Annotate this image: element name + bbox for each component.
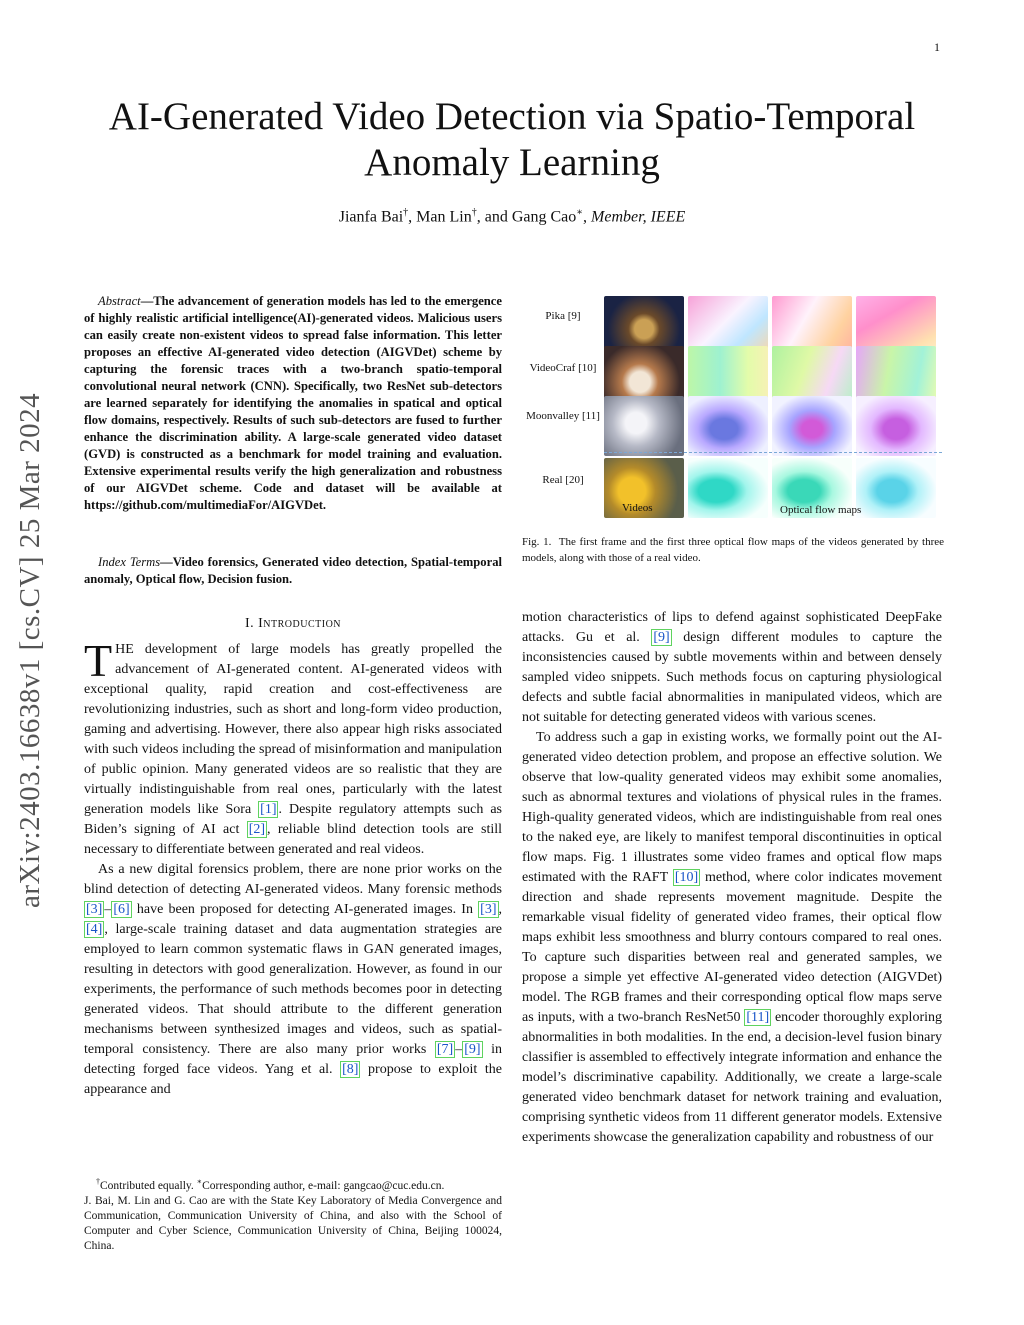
author-3: and Gang Cao	[484, 208, 577, 226]
citation-link[interactable]: [3]	[86, 902, 103, 917]
footnote-text: Corresponding author, e-mail: gangcao@cuc.edu.cn.	[202, 1179, 445, 1192]
citation-link[interactable]: [9]	[464, 1042, 481, 1057]
citation-link[interactable]: [8]	[342, 1062, 359, 1077]
citation-link[interactable]: [3]	[480, 902, 497, 917]
row-label-pika: Pika [9]	[545, 310, 581, 322]
right-column-text	[522, 608, 942, 1148]
arxiv-identifier: arXiv:2403.16638v1 [cs.CV] 25 Mar 2024	[14, 392, 46, 908]
abstract	[84, 293, 502, 514]
author-list: Jianfa Bai†, Man Lin†, and Gang Cao∗, Member, IEEE	[338, 207, 686, 226]
intro-text: HE development of large models has greatly propelled the advancement of AI-generated content. AI-generated videos with exceptional quality, rapid creation and cost-effectiveness are revolutionizing industries, such as short and long-form video production, gaming and advertising. However, there also appear high risks associated with such videos including the spread of misinformation and manipulation of public opinion. Many generated videos are so realistic that they are virtually indistinguishable from real ones, particularly with the latest generation models like Sora	[84, 642, 502, 817]
row-label-videocraf: VideoCraf [10]	[529, 362, 597, 374]
body-text: To address such a gap in existing works, we formally point out the AI-generated video detection problem, and propose an effective solution. We observe that low-quality generated videos may exhibit some anomalies, such as abnormal textures and violations of physical rules in the frames. High-quality generated videos, which are indistinguishable from real ones to the naked eye, are likely to manifest temporal discontinuities in optical flow maps. Fig. 1 illustrates some video frames and optical flow maps estimated with the RAFT	[522, 730, 942, 885]
intro-text: ,	[498, 902, 502, 917]
paper-title	[60, 94, 964, 186]
intro-text: , large-scale training dataset and data augmentation strategies are employed to learn common systematic flaws in GAN generated images, resulting in detectors with good generalization. However, as found in our experiments, the performance of such methods becomes poor in detecting generated videos. That should attribute to the different generation mechanisms between synthesized images and videos, such as spatial-temporal consistency. There are also many prior works	[84, 922, 502, 1057]
citation-link[interactable]: [4]	[86, 922, 103, 937]
intro-text: , reliable blind detection tools are still necessary to differentiate between generated and real videos.	[84, 822, 502, 857]
drop-cap: T	[84, 635, 113, 686]
flow-map-real-1	[688, 458, 768, 518]
flow-map-moonvalley-3	[856, 396, 936, 456]
section-title: Introduction	[258, 616, 342, 631]
citation-link[interactable]: [1]	[260, 802, 277, 817]
section-number: I.	[244, 616, 255, 631]
dashed-separator	[604, 452, 942, 453]
body-text: motion characteristics of lips to defend against sophisticated DeepFake attacks. Gu et al.	[522, 610, 942, 645]
body-text: design different modules to capture the inconsistencies caused by subtle movements within and between densely sampled video snippets. Such methods focus on capturing physiological defects and subtle facial abnormalities in manipulated videos, which are not suitable for detecting generated videos with various scenes.	[522, 630, 943, 725]
column-label-optical-flow: Optical flow maps	[780, 504, 862, 516]
footnote	[84, 1174, 502, 1254]
section-heading	[84, 616, 502, 632]
citation-link[interactable]: [9]	[653, 630, 670, 645]
star-mark: ∗	[196, 1177, 203, 1186]
index-terms-label: Index Terms	[98, 555, 161, 569]
footnote-text: Contributed equally.	[100, 1179, 197, 1192]
caption-label: Fig. 1.	[522, 536, 552, 548]
citation-link[interactable]: [2]	[248, 822, 266, 837]
abstract-label: Abstract	[98, 294, 141, 308]
intro-text: –	[455, 1042, 463, 1057]
footnote-affiliation: J. Bai, M. Lin and G. Cao are with the State Key Laboratory of Media Convergence and Communication, Communication University of China, and also with the School of Computer and Cyber Science, Communication University of China, Beijing 100024, China.	[84, 1194, 502, 1252]
introduction-left-column	[84, 635, 502, 1100]
caption-text: The first frame and the first three optical flow maps of the videos generated by three models, along with those of a real video.	[522, 536, 944, 564]
row-label-moonvalley: Moonvalley [11]	[526, 410, 600, 422]
citation-link[interactable]: [10]	[674, 870, 699, 885]
intro-text: –	[104, 902, 112, 917]
figure-caption	[522, 534, 944, 566]
member-title: Member, IEEE	[591, 208, 686, 226]
dagger-mark: †	[403, 207, 409, 218]
index-terms	[84, 554, 502, 588]
intro-text: propose to exploit the appearance and	[84, 1062, 502, 1097]
abstract-text: —The advancement of generation models has led to the emergence of highly realistic artificial intelligence(AI)-generated videos. Malicious users can easily create non-existent videos to spread false information. This letter proposes an effective AI-generated video detection (AIGVDet) scheme by capturing the forensic traces with a two-branch spatio-temporal convolutional neural network (CNN). Specifically, two ResNet sub-detectors are learned separately for identifying the anomalies in spatical and optical flow domains, respectively. Results of such sub-detectors are fused to further enhance the discrimination ability. A large-scale generated video dataset (GVD) is constructed as a benchmark for model training and evaluation. Extensive experimental results verify the high generalization and robustness of our AIGVDet scheme. Code and dataset will be available at https://github.com/multimediaFor/AIGVDet.	[84, 294, 502, 512]
intro-text: have been proposed for detecting AI-generated images. In	[131, 902, 479, 917]
citation-link[interactable]: [6]	[113, 902, 130, 917]
video-frame-moonvalley	[604, 396, 684, 456]
intro-text: As a new digital forensics problem, there are none prior works on the blind detection of detecting AI-generated videos. Many forensic methods	[84, 862, 502, 897]
row-label-real: Real [20]	[542, 474, 584, 486]
author-2: Man Lin	[416, 208, 472, 226]
body-text: encoder thoroughly exploring abnormalities in both modalities. In the end, a decision-level fusion binary classifier is assembled to effectively integrate information and enhance the model’s discriminative capability. Additionally, we create a large-scale generated video benchmark dataset for network training and evaluation, comprising synthetic videos from 11 different generator models. Extensive experiments showcase the generalization capability and robustness of our	[522, 1010, 942, 1145]
dagger-mark: †	[96, 1177, 100, 1186]
page-number: 1	[934, 40, 940, 54]
citation-link[interactable]: [7]	[436, 1042, 454, 1057]
dagger-mark: †	[471, 207, 477, 218]
intro-text: in detecting forged face videos. Yang et al.	[84, 1042, 502, 1077]
title-line-1: AI-Generated Video Detection via Spatio-Temporal	[108, 95, 916, 138]
title-line-2: Anomaly Learning	[364, 141, 660, 184]
flow-map-real-3	[856, 458, 936, 518]
body-text: method, where color indicates movement direction and shade represents movement magnitude. Despite the remarkable visual fidelity of generated video frames, their optical flow maps exhibit less smoothness and blurry contours compared to real ones. To capture such disparities between real and generated samples, we propose a simple yet effective AI-generated video detection (AIGVDet) model. The RGB frames and their corresponding optical flow maps serve as inputs, with a two-branch ResNet50	[522, 870, 942, 1025]
star-mark: ∗	[576, 207, 584, 218]
flow-map-moonvalley-2	[772, 396, 852, 456]
citation-link[interactable]: [11]	[746, 1010, 770, 1025]
figure-1	[522, 292, 944, 522]
intro-text: . Despite regulatory attempts such as Biden’s signing of AI act	[84, 802, 502, 837]
index-terms-text: —Video forensics, Generated video detection, Spatial-temporal anomaly, Optical flow, Decision fusion.	[84, 555, 502, 586]
author-1: Jianfa Bai	[338, 208, 404, 226]
flow-map-moonvalley-1	[688, 396, 768, 456]
column-label-videos: Videos	[622, 502, 653, 514]
